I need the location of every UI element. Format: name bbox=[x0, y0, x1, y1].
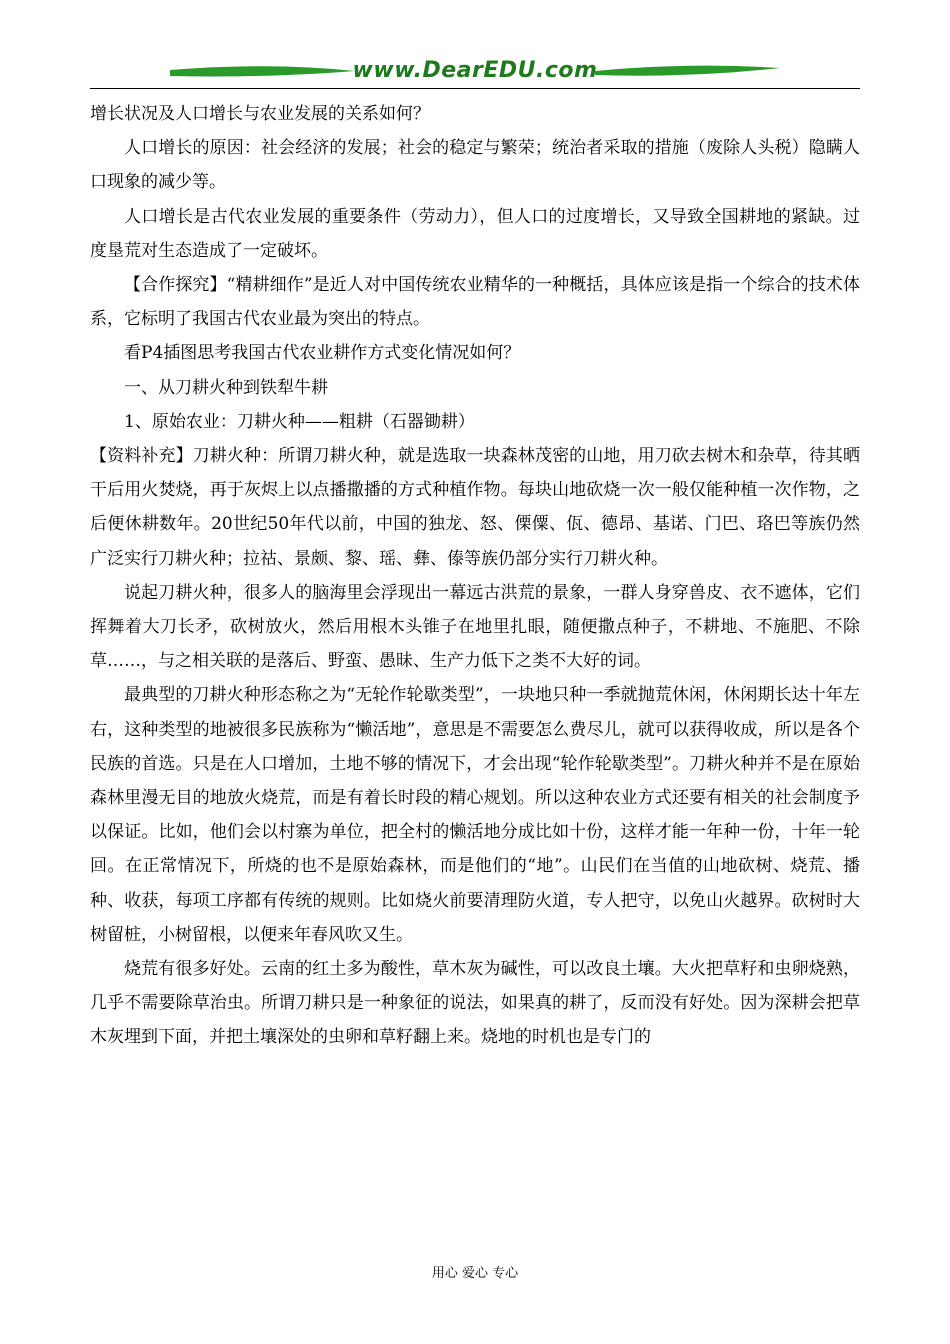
paragraph: 最典型的刀耕火种形态称之为“无轮作轮歇类型”，一块地只种一季就抛荒休闲，休闲期长达十年左右，这种类型的地被很多民族称为“懒活地”，意思是不需要怎么费尽儿，就可以获得收成，所以是各个民族的首选。只是在人口增加，土地不够的情况下，才会出现“轮作轮歇类型”。刀耕火种并不是在原始森林里漫无目的地放火烧荒，而是有着长时段的精心规划。所以这种农业方式还要有相关的社会制度予以保证。比如，他们会以村寨为单位，把全村的懒活地分成比如十份，这样才能一年种一份，十年一轮回。在正常情况下，所烧的也不是原始森林，而是他们的“地”。山民们在当值的山地砍树、烧荒、播种、收获，每项工序都有传统的规则。比如烧火前要清理防火道，专人把守，以免山火越界。砍树时大树留桩，小树留根，以便来年春风吹又生。 bbox=[90, 685, 860, 945]
subsection-heading: 1、原始农业：刀耕火种——粗耕（石器锄耕） bbox=[124, 411, 475, 432]
paragraph: 人口增长的原因：社会经济的发展；社会的稳定与繁荣；统治者采取的措施（废除人头税）隐瞒人口现象的减少等。 bbox=[90, 138, 860, 193]
page-footer: 用心 爱心 专心 bbox=[431, 1266, 519, 1281]
header-divider bbox=[90, 88, 860, 89]
site-logo-text: www.DearEDU.com bbox=[352, 58, 598, 83]
paragraph: 说起刀耕火种，很多人的脑海里会浮现出一幕远古洪荒的景象，一群人身穿兽皮、衣不遮体，它们挥舞着大刀长矛，砍树放火，然后用根木头锥子在地里扎眼，随便撒点种子，不耕地、不施肥、不除草……，与之相关联的是落后、野蛮、愚昧、生产力低下之类不大好的词。 bbox=[90, 582, 860, 672]
section-heading: 一、从刀耕火种到铁犁牛耕 bbox=[124, 377, 328, 398]
paragraph: 【资料补充】刀耕火种：所谓刀耕火种，就是选取一块森林茂密的山地，用刀砍去树木和杂草，待其晒干后用火焚烧，再于灰烬上以点播撒播的方式种植作物。每块山地砍烧一次一般仅能种植一次作物，之后便休耕数年。20世纪50年代以前，中国的独龙、怒、傈僳、佤、德昂、基诺、门巴、珞巴等族仍然广泛实行刀耕火种；拉祜、景颇、黎、瑶、彝、傣等族仍部分实行刀耕火种。 bbox=[90, 446, 860, 569]
paragraph: 人口增长是古代农业发展的重要条件（劳动力），但人口的过度增长，又导致全国耕地的紧缺。过度垦荒对生态造成了一定破坏。 bbox=[90, 206, 860, 261]
paragraph: 烧荒有很多好处。云南的红土多为酸性，草木灰为碱性，可以改良土壤。大火把草籽和虫卵烧熟，几乎不需要除草治虫。所谓刀耕只是一种象征的说法，如果真的耕了，反而没有好处。因为深耕会把草木灰埋到下面，并把土壤深处的虫卵和草籽翻上来。烧地的时机也是专门的 bbox=[90, 959, 860, 1048]
paragraph: 看P4插图思考我国古代农业耕作方式变化情况如何？ bbox=[124, 343, 521, 364]
paragraph: 【合作探究】“精耕细作”是近人对中国传统农业精华的一种概括，具体应该是指一个综合的技术体系，它标明了我国古代农业最为突出的特点。 bbox=[90, 275, 860, 330]
page-header bbox=[90, 56, 860, 90]
document-body bbox=[90, 97, 860, 1055]
paragraph: 增长状况及人口增长与农业发展的关系如何？ bbox=[90, 104, 430, 124]
